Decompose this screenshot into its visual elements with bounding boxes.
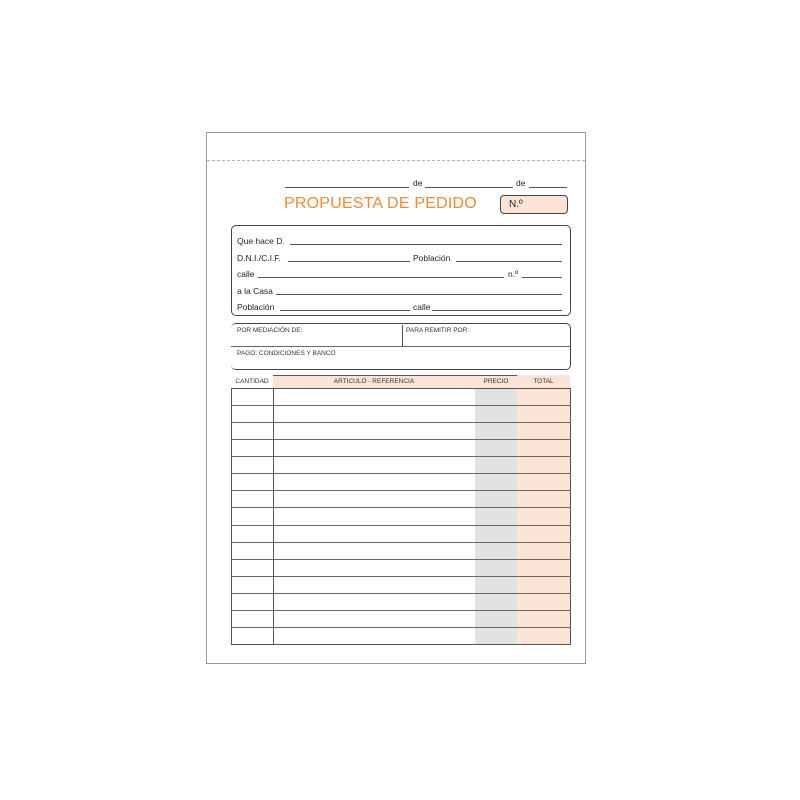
date-month-line[interactable] [425, 187, 513, 188]
table-row[interactable] [231, 525, 571, 526]
calle-label-2: calle [413, 302, 431, 312]
table-row[interactable] [231, 542, 571, 543]
que-hace-label: Que hace D. [237, 236, 285, 246]
table-row[interactable] [231, 610, 571, 611]
para-remitir-label: PARA REMITIR POR: [406, 327, 470, 334]
table-row[interactable] [231, 627, 571, 628]
table-row[interactable] [231, 576, 571, 577]
table-left-border [231, 388, 232, 645]
dni-label: D.N.I./C.I.F. [237, 253, 281, 263]
table-row[interactable] [231, 439, 571, 440]
pago-label: PAGO: CONDICIONES Y BANCO [237, 350, 336, 357]
numero-label: n.º [508, 269, 519, 279]
header-bottom-line [231, 388, 571, 389]
cantidad-header: CANTIDAD [235, 378, 269, 385]
table-row[interactable] [231, 593, 571, 594]
total-column-bg [517, 375, 570, 645]
dni-line[interactable] [288, 261, 410, 262]
calle-label-1: calle [237, 269, 255, 279]
total-header: TOTAL [533, 378, 554, 385]
poblacion-label-2: Población [237, 302, 275, 312]
precio-column-bg [475, 375, 518, 645]
order-form-sheet [206, 132, 586, 664]
mediation-divider [402, 325, 403, 346]
poblacion-line-1[interactable] [456, 261, 562, 262]
items-table [231, 375, 571, 645]
form-title: PROPUESTA DE PEDIDO [284, 195, 477, 212]
order-number-box[interactable] [500, 195, 568, 214]
poblacion-line-2[interactable] [280, 310, 410, 311]
table-row[interactable] [231, 473, 571, 474]
date-de-label-1: de [413, 178, 423, 188]
poblacion-label-1: Población [413, 253, 451, 263]
a-la-casa-line[interactable] [276, 294, 562, 295]
table-row[interactable] [231, 405, 571, 406]
articulo-header: ARTICULO - REFERENCIA [333, 378, 415, 385]
perforation-line [207, 160, 585, 161]
date-day-line[interactable] [285, 187, 409, 188]
table-right-border [570, 388, 571, 645]
que-hace-line[interactable] [290, 244, 562, 245]
numero-line[interactable] [522, 277, 562, 278]
table-row[interactable] [231, 456, 571, 457]
order-number-label: N.º [509, 199, 523, 210]
table-row[interactable] [231, 559, 571, 560]
date-year-line[interactable] [529, 187, 567, 188]
table-row[interactable] [231, 422, 571, 423]
table-row[interactable] [231, 490, 571, 491]
por-mediacion-label: POR MEDIACIÓN DE: [237, 327, 303, 334]
table-row[interactable] [231, 507, 571, 508]
calle-line-2[interactable] [432, 310, 562, 311]
articulo-column-bg [273, 375, 477, 645]
a-la-casa-label: a la Casa [237, 286, 273, 296]
client-info-box [231, 225, 571, 316]
date-de-label-2: de [516, 178, 526, 188]
table-bottom-border [231, 644, 571, 645]
calle-line-1[interactable] [258, 277, 504, 278]
mediation-hline [231, 346, 570, 347]
precio-header: PRECIO [483, 378, 509, 385]
